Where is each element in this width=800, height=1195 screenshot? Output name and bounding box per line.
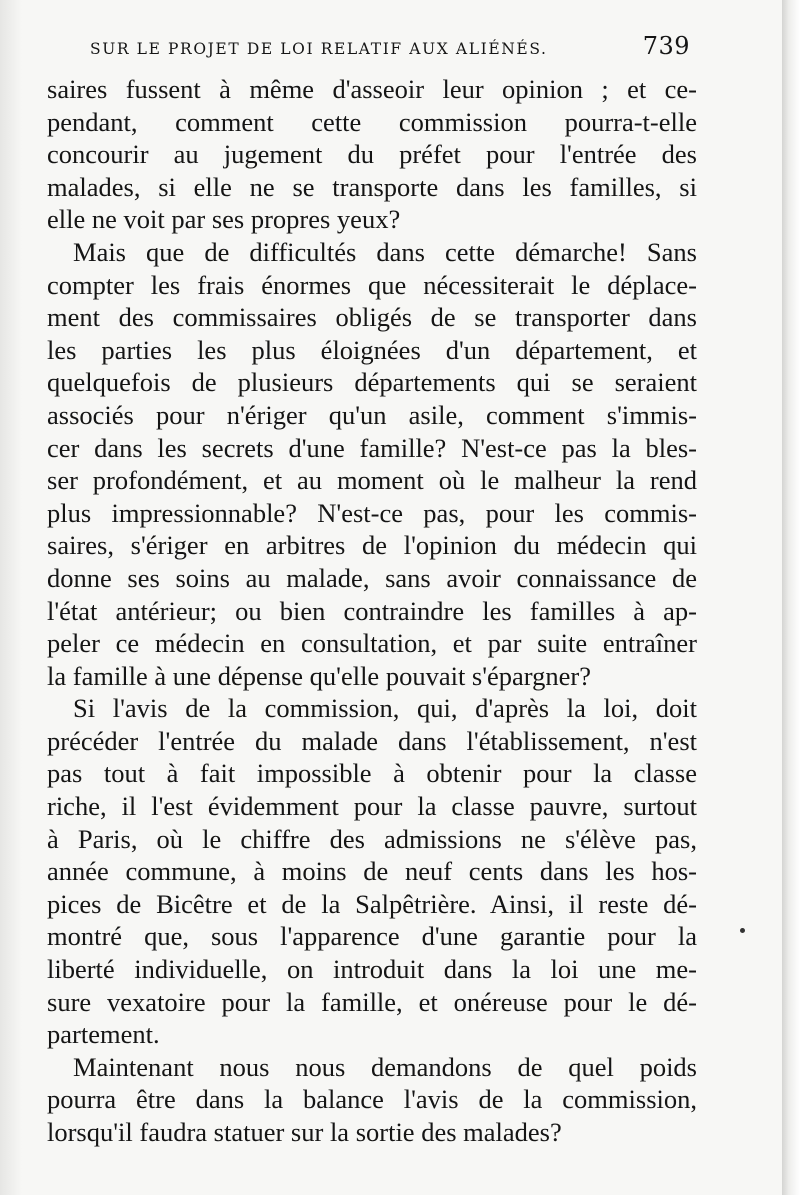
paragraph: [47, 73, 697, 236]
body-text: [47, 73, 697, 1149]
text-line: quelquefois de plusieurs départements qui se seraient: [47, 367, 697, 398]
text-line: à Paris, où le chiffre des admissions ne s'élève pas,: [47, 823, 697, 854]
paragraph: [47, 692, 697, 1051]
page-gutter-shadow: [782, 0, 800, 1195]
text-line: ser profondément, et au moment où le malheur la rend: [47, 465, 697, 496]
text-line: concourir au jugement du préfet pour l'entrée des: [47, 139, 697, 170]
text-line: année commune, à moins de neuf cents dans les hos-: [47, 856, 697, 887]
text-line: pices de Bicêtre et de la Salpêtrière. Ainsi, il reste dé-: [47, 888, 697, 919]
page-header: [90, 32, 690, 68]
text-line: ment des commissaires obligés de se transporter dans: [47, 302, 697, 333]
text-line: peler ce médecin en consultation, et par suite entraîner: [47, 628, 697, 659]
paragraph: [47, 1051, 697, 1149]
paragraph: [47, 236, 697, 692]
text-line: saires, s'ériger en arbitres de l'opinion du médecin qui: [47, 530, 697, 561]
text-line: Mais que de difficultés dans cette démarche! Sans: [73, 236, 697, 267]
text-line: donne ses soins au malade, sans avoir connaissance de: [47, 562, 697, 593]
running-head: SUR LE PROJET DE LOI RELATIF AUX ALIÉNÉS.: [90, 40, 548, 58]
text-line: précéder l'entrée du malade dans l'établissement, n'est: [47, 725, 697, 756]
text-line: la famille à une dépense qu'elle pouvait s'épargner?: [47, 660, 591, 691]
text-line: elle ne voit par ses propres yeux?: [47, 204, 401, 235]
text-line: Maintenant nous nous demandons de quel poids: [73, 1051, 697, 1082]
text-line: les parties les plus éloignées d'un département, et: [47, 334, 697, 365]
text-line: associés pour n'ériger qu'un asile, comment s'immis-: [47, 399, 697, 430]
text-line: Si l'avis de la commission, qui, d'après la loi, doit: [73, 693, 697, 724]
text-line: plus impressionnable? N'est-ce pas, pour les commis-: [47, 497, 697, 528]
text-line: l'état antérieur; ou bien contraindre les familles à ap-: [47, 595, 697, 626]
text-line: riche, il l'est évidemment pour la classe pauvre, surtout: [47, 791, 697, 822]
text-line: cer dans les secrets d'une famille? N'est-ce pas la bles-: [47, 432, 697, 463]
text-line: lorsqu'il faudra statuer sur la sortie des malades?: [47, 1117, 562, 1147]
page-left-edge: [0, 0, 22, 1195]
text-line: liberté individuelle, on introduit dans la loi une me-: [47, 954, 697, 985]
text-line: pas tout à fait impossible à obtenir pour la classe: [47, 758, 697, 789]
text-line: saires fussent à même d'asseoir leur opinion ; et ce-: [47, 74, 697, 104]
text-line: montré que, sous l'apparence d'une garantie pour la: [47, 921, 697, 952]
text-line: sure vexatoire pour la famille, et onéreuse pour le dé-: [47, 986, 697, 1017]
text-line: malades, si elle ne se transporte dans les familles, si: [47, 171, 697, 202]
text-line: partement.: [47, 1019, 160, 1050]
print-speck: [740, 928, 745, 933]
text-line: pourra être dans la balance l'avis de la commission,: [47, 1084, 697, 1115]
page-number: 739: [642, 32, 690, 60]
text-line: compter les frais énormes que nécessiterait le déplace-: [47, 269, 697, 300]
text-line: pendant, comment cette commission pourra-t-elle: [47, 106, 697, 137]
